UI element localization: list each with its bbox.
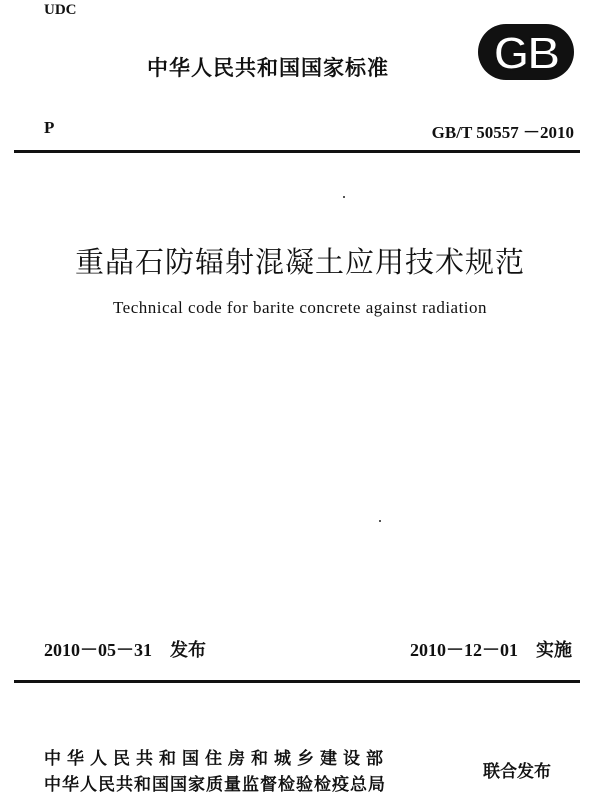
implementation-date: 2010－12－01 实施 (410, 640, 572, 660)
udc-label: UDC (44, 2, 77, 18)
document-title: 重晶石防辐射混凝土应用技术规范 (74, 245, 525, 279)
scan-speck (379, 520, 381, 522)
classification-code: P (44, 118, 55, 137)
gb-logo-text: GB (493, 27, 559, 79)
bottom-divider (14, 680, 580, 683)
issuer-ministry: 中华人民共和国住房和城乡建设部 (44, 749, 389, 769)
issue-date: 2010－05－31 发布 (44, 640, 206, 660)
top-divider (14, 150, 580, 153)
national-standard-title: 中华人民共和国国家标准 (147, 56, 389, 80)
document-title-english: Technical code for barite concrete against radiation (112, 298, 488, 317)
joint-issue-label: 联合发布 (483, 762, 551, 782)
gb-logo (476, 22, 576, 82)
issuer-aqsiq: 中华人民共和国国家质量监督检验检疫总局 (44, 775, 386, 795)
standard-number: GB/T 50557 －2010 (431, 123, 574, 142)
scan-speck (343, 196, 345, 198)
